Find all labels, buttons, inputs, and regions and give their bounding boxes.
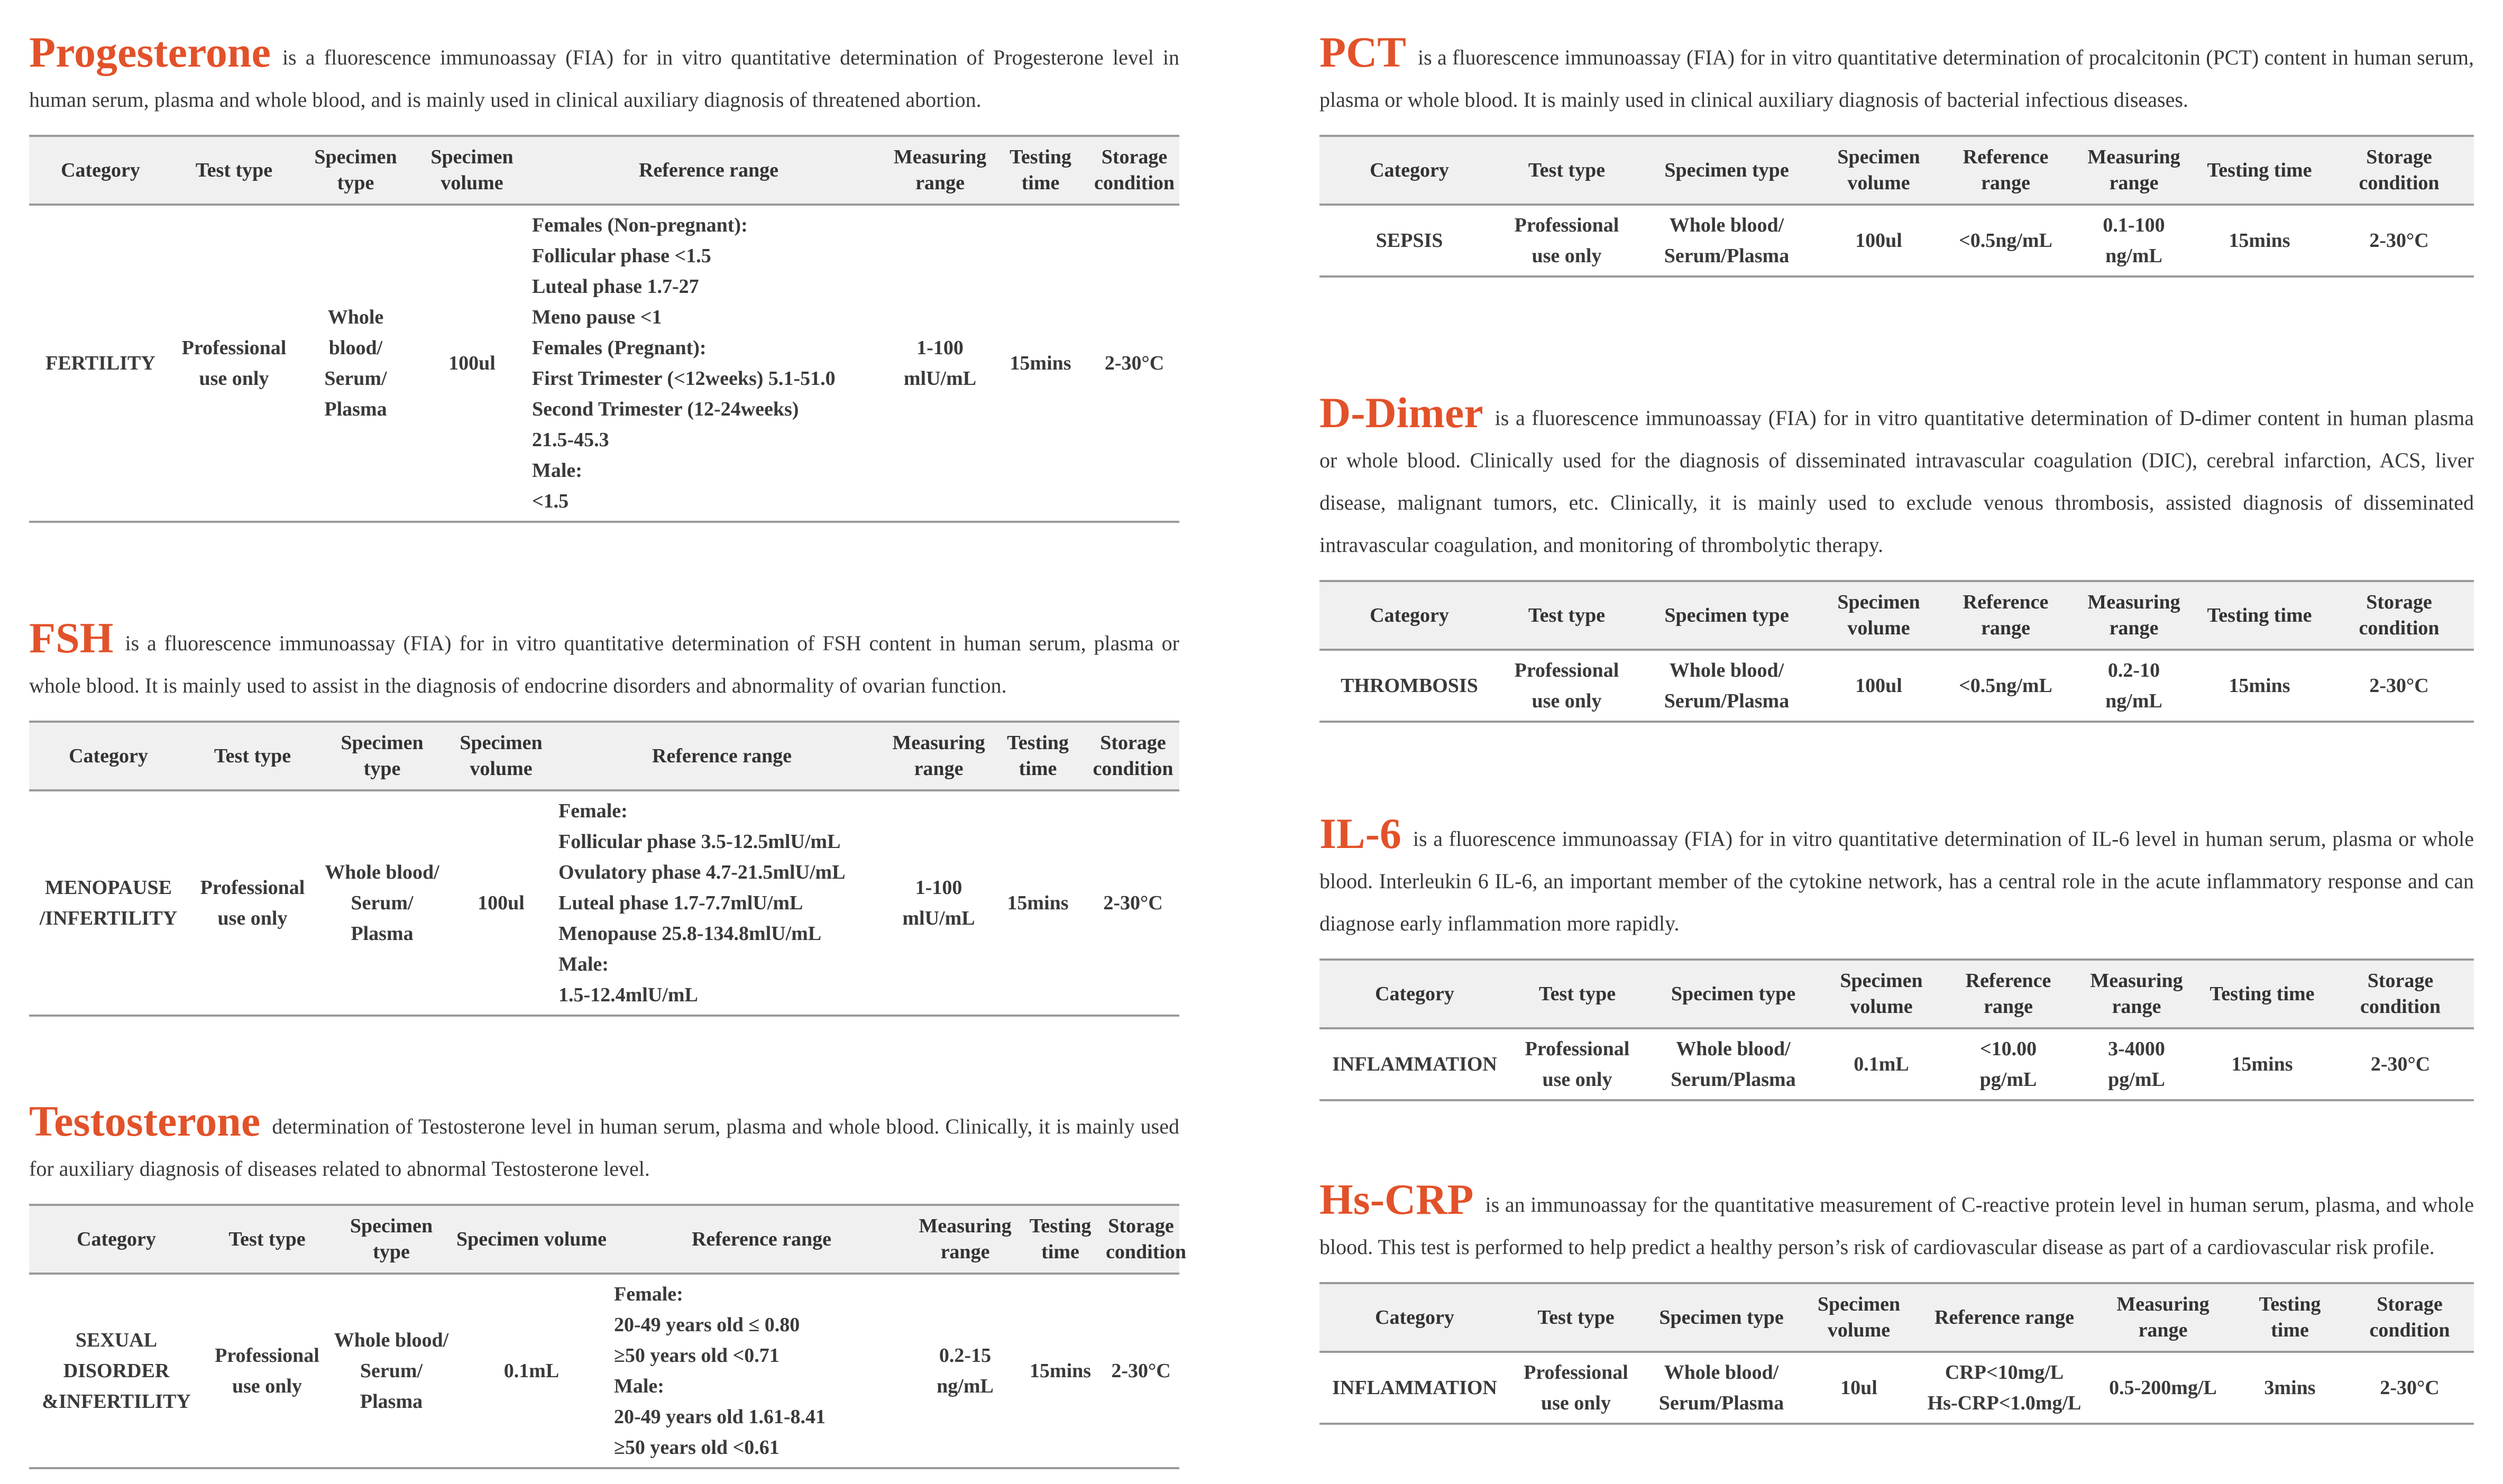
- cell-line: 0.5-200mg/L: [2109, 1377, 2217, 1399]
- table-header-row: [29, 136, 1179, 205]
- cell-line: SEXUAL: [75, 1329, 158, 1351]
- cell-line: 3-4000: [2108, 1038, 2165, 1060]
- header-storage-condition: Storage condition: [2327, 960, 2474, 1028]
- header-measuring-range: Measuring range: [2073, 136, 2195, 205]
- cell-line: use only: [199, 367, 269, 390]
- section-description: determination of Testosterone level in human serum, plasma and whole blood. Clinically, it is mainly used for auxiliary diagnosis of diseases related to abnormal Testosterone level.: [29, 1114, 1179, 1181]
- section-title: Progesterone: [29, 28, 271, 76]
- cell-line: Whole blood/: [334, 1329, 449, 1351]
- cell-storage-condition: [1087, 790, 1179, 1016]
- cell-line: Plasma: [351, 923, 414, 945]
- cell-specimen-volume: [1819, 205, 1938, 276]
- cell-line: 1.5-12.4mlU/mL: [558, 984, 698, 1006]
- cell-measuring-range: [2073, 650, 2195, 722]
- cell-category: [1319, 1352, 1510, 1424]
- cell-line: DISORDER: [63, 1360, 170, 1382]
- cell-measuring-range: [912, 1274, 1018, 1468]
- cell-reference-range: [555, 790, 888, 1016]
- cell-line: Male:: [614, 1375, 664, 1397]
- header-storage-condition: Storage condition: [1087, 722, 1179, 790]
- section-intro: [29, 1097, 1179, 1190]
- cell-line: use only: [1541, 1392, 1611, 1414]
- table-row: [1319, 1028, 2474, 1100]
- section-il-6: [1319, 809, 2474, 1101]
- header-testing-time: Testing time: [2195, 136, 2324, 205]
- table-row: [1319, 205, 2474, 276]
- cell-line: 0.1mL: [1854, 1053, 1909, 1075]
- cell-line: MENOPAUSE: [45, 877, 172, 899]
- cell-testing-time: [2195, 650, 2324, 722]
- cell-line: Second Trimester (12-24weeks): [532, 398, 799, 420]
- cell-line: Professional: [1514, 659, 1619, 681]
- header-test-type: Test type: [204, 1205, 331, 1274]
- cell-line: 1-100: [916, 337, 964, 359]
- cell-measuring-range: [888, 205, 992, 522]
- cell-line: 0.2-15: [939, 1344, 992, 1367]
- cell-testing-time: [2234, 1352, 2345, 1424]
- cell-line: 2-30°C: [1103, 892, 1163, 914]
- cell-line: Serum/Plasma: [1664, 245, 1790, 267]
- header-storage-condition: Storage condition: [2324, 581, 2474, 650]
- section-intro: [1319, 28, 2474, 121]
- cell-testing-time: [2197, 1028, 2327, 1100]
- cell-line: Serum/: [351, 892, 414, 914]
- cell-line: INFLAMMATION: [1332, 1053, 1497, 1075]
- cell-line: pg/mL: [1979, 1068, 2037, 1091]
- cell-line: use only: [232, 1375, 302, 1397]
- header-category: Category: [29, 136, 172, 205]
- cell-line: CRP<10mg/L: [1945, 1361, 2064, 1384]
- header-specimen-volume: Specimen volume: [1819, 581, 1938, 650]
- cell-line: Whole blood/: [1676, 1038, 1791, 1060]
- cell-line: Female:: [614, 1283, 683, 1305]
- cell-specimen-volume: [452, 1274, 611, 1468]
- section-title: IL-6: [1319, 809, 1401, 858]
- cell-measuring-range: [2092, 1352, 2234, 1424]
- cell-reference-range: [1938, 205, 2073, 276]
- cell-line: ng/mL: [2105, 245, 2162, 267]
- cell-line: <0.5ng/mL: [1959, 229, 2052, 252]
- cell-measuring-range: [2073, 205, 2195, 276]
- cell-line: First Trimester (<12weeks) 5.1-51.0: [532, 367, 836, 390]
- cell-line: Serum/: [324, 367, 387, 390]
- cell-line: SEPSIS: [1376, 229, 1443, 252]
- table-row: [1319, 650, 2474, 722]
- cell-line: Professional: [215, 1344, 319, 1367]
- cell-line: INFLAMMATION: [1332, 1377, 1497, 1399]
- cell-line: Plasma: [360, 1390, 423, 1413]
- cell-line: 15mins: [2229, 675, 2290, 697]
- cell-test-type: [1510, 1352, 1642, 1424]
- cell-storage-condition: [1103, 1274, 1179, 1468]
- section-intro: [1319, 1175, 2474, 1268]
- header-category: Category: [29, 1205, 204, 1274]
- header-test-type: Test type: [1499, 136, 1634, 205]
- cell-measuring-range: [888, 790, 989, 1016]
- cell-line: 15mins: [1029, 1360, 1092, 1382]
- table-header-row: [1319, 960, 2474, 1028]
- section-intro: [29, 28, 1179, 121]
- cell-storage-condition: [2327, 1028, 2474, 1100]
- cell-line: 2-30°C: [1104, 352, 1165, 374]
- cell-line: ng/mL: [937, 1375, 994, 1397]
- cell-specimen-volume: [1819, 650, 1938, 722]
- cell-specimen-type: [1645, 1028, 1822, 1100]
- section-title: Testosterone: [29, 1097, 261, 1145]
- spec-table: [29, 1204, 1187, 1469]
- table-row: [1319, 1352, 2474, 1424]
- cell-specimen-type: [1634, 205, 1819, 276]
- cell-line: use only: [217, 907, 288, 929]
- cell-category: [29, 205, 172, 522]
- cell-line: 2-30°C: [2370, 1053, 2431, 1075]
- table-header-row: [29, 1205, 1179, 1274]
- cell-line: 15mins: [1010, 352, 1071, 374]
- cell-line: 15mins: [2229, 229, 2290, 252]
- cell-storage-condition: [1089, 205, 1179, 522]
- table-header-row: [1319, 581, 2474, 650]
- section-intro: [29, 616, 1179, 707]
- section-fsh: [29, 616, 1179, 1017]
- spec-table: [29, 135, 1179, 523]
- header-test-type: Test type: [1499, 581, 1634, 650]
- cell-specimen-volume: [447, 790, 555, 1016]
- cell-line: 0.2-10: [2107, 659, 2160, 681]
- cell-specimen-volume: [1822, 1028, 1941, 1100]
- cell-test-type: [1499, 650, 1634, 722]
- header-testing-time: Testing time: [2195, 581, 2324, 650]
- cell-line: 100ul: [478, 892, 525, 914]
- spec-table: [1319, 1282, 2474, 1425]
- header-specimen-type: Specimen type: [296, 136, 415, 205]
- spec-table: [29, 721, 1179, 1017]
- header-measuring-range: Measuring range: [2073, 581, 2195, 650]
- header-reference-range: Reference range: [529, 136, 888, 205]
- section-description: is a fluorescence immunoassay (FIA) for in vitro quantitative determination of Progesterone level in human serum, plasma and whole blood, and is mainly used in clinical auxiliary diagnosis of threatened abortion.: [29, 45, 1179, 112]
- header-test-type: Test type: [172, 136, 296, 205]
- cell-reference-range: [1941, 1028, 2076, 1100]
- header-category: Category: [29, 722, 188, 790]
- table-header-row: [1319, 136, 2474, 205]
- cell-line: 1-100: [915, 877, 962, 899]
- cell-line: Serum/: [360, 1360, 423, 1382]
- cell-specimen-type: [317, 790, 447, 1016]
- cell-measuring-range: [2076, 1028, 2197, 1100]
- section-progesterone: [29, 28, 1179, 523]
- cell-category: [29, 790, 188, 1016]
- spec-table: [1319, 135, 2474, 278]
- section-d-dimer: [1319, 391, 2474, 723]
- header-specimen-volume: Specimen volume: [447, 722, 555, 790]
- cell-line: Serum/Plasma: [1671, 1068, 1796, 1091]
- cell-line: use only: [1532, 245, 1602, 267]
- header-testing-time: Testing time: [1018, 1205, 1103, 1274]
- header-reference-range: Reference range: [555, 722, 888, 790]
- cell-line: Male:: [532, 459, 582, 482]
- cell-line: Whole blood/: [1664, 1361, 1779, 1384]
- cell-line: Menopause 25.8-134.8mlU/mL: [558, 923, 822, 945]
- header-specimen-volume: Specimen volume: [452, 1205, 611, 1274]
- header-reference-range: Reference range: [611, 1205, 912, 1274]
- header-measuring-range: Measuring range: [888, 722, 989, 790]
- cell-line: &INFERTILITY: [42, 1390, 191, 1413]
- table-row: [29, 205, 1179, 522]
- cell-test-type: [188, 790, 317, 1016]
- header-testing-time: Testing time: [989, 722, 1087, 790]
- header-specimen-type: Specimen type: [1634, 581, 1819, 650]
- cell-line: 2-30°C: [2369, 675, 2429, 697]
- cell-specimen-type: [1634, 650, 1819, 722]
- cell-line: Whole: [327, 306, 384, 328]
- spec-table: [1319, 580, 2474, 723]
- section-title: PCT: [1319, 28, 1406, 76]
- cell-line: Serum/Plasma: [1658, 1392, 1784, 1414]
- header-reference-range: Reference range: [1917, 1283, 2092, 1352]
- cell-line: Professional: [1524, 1361, 1628, 1384]
- cell-line: 100ul: [448, 352, 496, 374]
- cell-line: Professional: [1514, 214, 1619, 236]
- cell-specimen-volume: [415, 205, 529, 522]
- cell-line: 15mins: [1007, 892, 1069, 914]
- spec-table: [1319, 958, 2474, 1101]
- section-testosterone: [29, 1097, 1187, 1469]
- cell-line: Female:: [558, 800, 628, 822]
- cell-test-type: [172, 205, 296, 522]
- header-category: Category: [1319, 581, 1499, 650]
- header-test-type: Test type: [188, 722, 317, 790]
- cell-line: use only: [1532, 690, 1602, 712]
- header-measuring-range: Measuring range: [2076, 960, 2197, 1028]
- section-intro: [1319, 809, 2474, 945]
- header-testing-time: Testing time: [2197, 960, 2327, 1028]
- cell-line: Females (Non-pregnant):: [532, 214, 748, 236]
- header-specimen-type: Specimen type: [317, 722, 447, 790]
- cell-line: 100ul: [1855, 675, 1902, 697]
- cell-line: THROMBOSIS: [1341, 675, 1478, 697]
- header-category: Category: [1319, 1283, 1510, 1352]
- cell-testing-time: [1018, 1274, 1103, 1468]
- cell-line: 2-30°C: [2380, 1377, 2440, 1399]
- cell-reference-range: [529, 205, 888, 522]
- cell-line: <1.5: [532, 490, 569, 512]
- cell-line: pg/mL: [2108, 1068, 2165, 1091]
- cell-testing-time: [2195, 205, 2324, 276]
- cell-line: 10ul: [1840, 1377, 1877, 1399]
- cell-line: 2-30°C: [1111, 1360, 1171, 1382]
- cell-line: 3mins: [2264, 1377, 2316, 1399]
- cell-line: Ovulatory phase 4.7-21.5mlU/mL: [558, 861, 846, 883]
- header-specimen-type: Specimen type: [1634, 136, 1819, 205]
- header-specimen-volume: Specimen volume: [1819, 136, 1938, 205]
- cell-specimen-volume: [1801, 1352, 1917, 1424]
- header-specimen-volume: Specimen volume: [415, 136, 529, 205]
- cell-test-type: [204, 1274, 331, 1468]
- section-description: is an immunoassay for the quantitative measurement of C-reactive protein level in human serum, plasma, and whole blood. This test is performed to help predict a healthy person’s risk of cardiovascular disease as part of a cardiovascular risk profile.: [1319, 1193, 2474, 1259]
- cell-line: Whole blood/: [1669, 659, 1784, 681]
- cell-line: 15mins: [2231, 1053, 2293, 1075]
- header-specimen-type: Specimen type: [1645, 960, 1822, 1028]
- header-storage-condition: Storage condition: [2324, 136, 2474, 205]
- section-description: is a fluorescence immunoassay (FIA) for in vitro quantitative determination of D-dimer content in human plasma or whole blood. Clinically used for the diagnosis of disseminated intravascular coagulation (DIC), cerebral infarction, ACS, liver disease, malignant tumors, etc. Clinically, it is mainly used to exclude venous thrombosis, assisted diagnosis of disseminated intravascular coagulation, and monitoring of thrombolytic therapy.: [1319, 406, 2474, 557]
- section-hs-crp: [1319, 1175, 2474, 1425]
- header-test-type: Test type: [1510, 960, 1645, 1028]
- cell-reference-range: [1917, 1352, 2092, 1424]
- cell-line: ≥50 years old <0.71: [614, 1344, 780, 1367]
- cell-line: Females (Pregnant):: [532, 337, 707, 359]
- cell-test-type: [1499, 205, 1634, 276]
- cell-specimen-type: [1642, 1352, 1801, 1424]
- section-title: D-Dimer: [1319, 389, 1483, 437]
- cell-line: ≥50 years old <0.61: [614, 1436, 780, 1459]
- table-row: [29, 1274, 1179, 1468]
- cell-line: 0.1mL: [503, 1360, 560, 1382]
- cell-line: Follicular phase <1.5: [532, 245, 711, 267]
- header-storage-condition: Storage condition: [2345, 1283, 2474, 1352]
- header-testing-time: Testing time: [992, 136, 1089, 205]
- cell-line: 21.5-45.3: [532, 429, 609, 451]
- header-measuring-range: Measuring range: [912, 1205, 1018, 1274]
- cell-line: Whole blood/: [325, 861, 439, 883]
- cell-reference-range: [1938, 650, 2073, 722]
- cell-test-type: [1510, 1028, 1645, 1100]
- cell-line: Hs-CRP<1.0mg/L: [1927, 1392, 2082, 1414]
- cell-line: Professional: [181, 337, 287, 359]
- cell-line: <0.5ng/mL: [1959, 675, 2052, 697]
- section-description: is a fluorescence immunoassay (FIA) for in vitro quantitative determination of IL-6 level in human serum, plasma or whole blood. Interleukin 6 IL-6, an important member of the cytokine network, has a central role in the acute inflammatory response and can diagnose early inflammation more rapidly.: [1319, 827, 2474, 935]
- table-row: [29, 790, 1179, 1016]
- cell-line: 20-49 years old ≤ 0.80: [614, 1314, 800, 1336]
- header-specimen-type: Specimen type: [331, 1205, 452, 1274]
- cell-line: Follicular phase 3.5-12.5mlU/mL: [558, 831, 841, 853]
- cell-line: mlU/mL: [903, 367, 977, 390]
- cell-reference-range: [611, 1274, 912, 1468]
- section-intro: [1319, 391, 2474, 566]
- cell-line: Whole blood/: [1669, 214, 1784, 236]
- cell-line: Professional: [200, 877, 305, 899]
- cell-line: Plasma: [324, 398, 387, 420]
- header-specimen-volume: Specimen volume: [1822, 960, 1941, 1028]
- header-reference-range: Reference range: [1938, 581, 2073, 650]
- section-description: is a fluorescence immunoassay (FIA) for in vitro quantitative determination of FSH content in human serum, plasma or whole blood. It is mainly used to assist in the diagnosis of endocrine disorders and abnormality of ovarian function.: [29, 631, 1179, 697]
- cell-specimen-type: [331, 1274, 452, 1468]
- cell-testing-time: [992, 205, 1089, 522]
- header-storage-condition: Storage condition: [1103, 1205, 1179, 1274]
- section-title: Hs-CRP: [1319, 1175, 1474, 1223]
- cell-line: blood/: [328, 337, 383, 359]
- table-header-row: [29, 722, 1179, 790]
- header-test-type: Test type: [1510, 1283, 1642, 1352]
- cell-category: [1319, 205, 1499, 276]
- header-category: Category: [1319, 960, 1510, 1028]
- cell-line: Luteal phase 1.7-27: [532, 275, 699, 298]
- cell-line: FERTILITY: [45, 352, 155, 374]
- cell-line: Male:: [558, 953, 609, 975]
- header-specimen-volume: Specimen volume: [1801, 1283, 1917, 1352]
- section-title: FSH: [29, 614, 114, 662]
- cell-line: mlU/mL: [902, 907, 975, 929]
- cell-line: 2-30°C: [2369, 229, 2429, 252]
- cell-line: Professional: [1525, 1038, 1630, 1060]
- header-measuring-range: Measuring range: [2092, 1283, 2234, 1352]
- cell-storage-condition: [2345, 1352, 2474, 1424]
- cell-line: /INFERTILITY: [39, 907, 178, 929]
- cell-line: Meno pause <1: [532, 306, 662, 328]
- header-testing-time: Testing time: [2234, 1283, 2345, 1352]
- cell-category: [1319, 650, 1499, 722]
- cell-storage-condition: [2324, 650, 2474, 722]
- cell-line: use only: [1542, 1068, 1612, 1091]
- cell-line: ng/mL: [2105, 690, 2162, 712]
- cell-line: Luteal phase 1.7-7.7mlU/mL: [558, 892, 803, 914]
- cell-specimen-type: [296, 205, 415, 522]
- header-specimen-type: Specimen type: [1642, 1283, 1801, 1352]
- section-description: is a fluorescence immunoassay (FIA) for in vitro quantitative determination of procalcitonin (PCT) content in human serum, plasma or whole blood. It is mainly used in clinical auxiliary diagnosis of bacterial infectious diseases.: [1319, 45, 2474, 112]
- header-measuring-range: Measuring range: [888, 136, 992, 205]
- cell-storage-condition: [2324, 205, 2474, 276]
- table-header-row: [1319, 1283, 2474, 1352]
- cell-line: 100ul: [1855, 229, 1902, 252]
- header-storage-condition: Storage condition: [1089, 136, 1179, 205]
- section-pct: [1319, 28, 2474, 278]
- cell-line: Serum/Plasma: [1664, 690, 1790, 712]
- cell-line: 20-49 years old 1.61-8.41: [614, 1406, 826, 1428]
- cell-category: [29, 1274, 204, 1468]
- cell-line: <10.00: [1979, 1038, 2037, 1060]
- header-reference-range: Reference range: [1938, 136, 2073, 205]
- header-reference-range: Reference range: [1941, 960, 2076, 1028]
- header-category: Category: [1319, 136, 1499, 205]
- cell-line: 0.1-100: [2103, 214, 2165, 236]
- cell-testing-time: [989, 790, 1087, 1016]
- cell-category: [1319, 1028, 1510, 1100]
